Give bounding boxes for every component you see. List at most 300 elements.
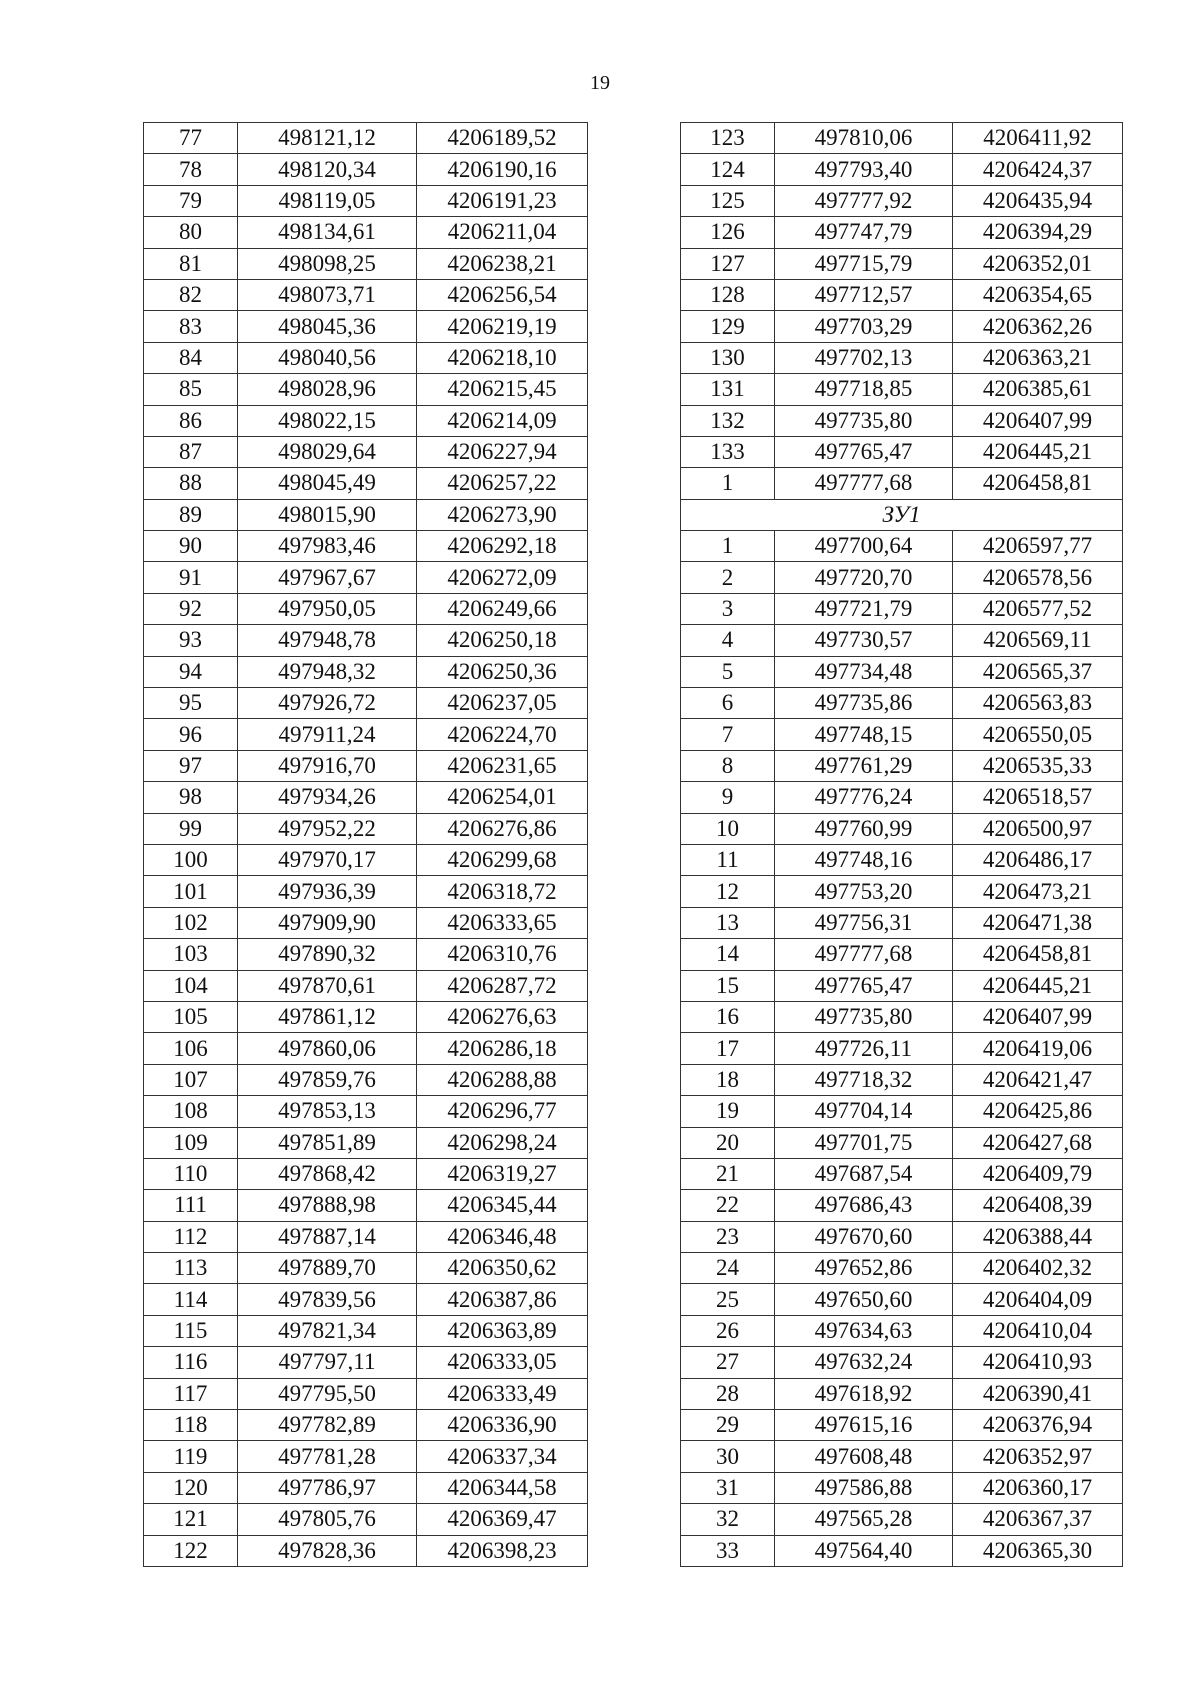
y-coordinate-cell: 4206249,66 <box>417 593 588 624</box>
point-number-cell: 101 <box>144 876 238 907</box>
y-coordinate-cell: 4206407,99 <box>953 1001 1123 1032</box>
table-row <box>144 405 588 436</box>
point-number-cell: 91 <box>144 562 238 593</box>
point-number-cell: 17 <box>681 1033 775 1064</box>
x-coordinate-cell: 498045,49 <box>238 468 417 499</box>
y-coordinate-cell: 4206318,72 <box>417 876 588 907</box>
y-coordinate-cell: 4206411,92 <box>953 123 1123 154</box>
y-coordinate-cell: 4206272,09 <box>417 562 588 593</box>
y-coordinate-cell: 4206319,27 <box>417 1158 588 1189</box>
x-coordinate-cell: 497652,86 <box>775 1253 953 1284</box>
y-coordinate-cell: 4206518,57 <box>953 782 1123 813</box>
point-number-cell: 119 <box>144 1441 238 1472</box>
y-coordinate-cell: 4206250,36 <box>417 656 588 687</box>
y-coordinate-cell: 4206425,86 <box>953 1096 1123 1127</box>
y-coordinate-cell: 4206597,77 <box>953 531 1123 562</box>
y-coordinate-cell: 4206214,09 <box>417 405 588 436</box>
y-coordinate-cell: 4206404,09 <box>953 1284 1123 1315</box>
x-coordinate-cell: 497765,47 <box>775 970 953 1001</box>
y-coordinate-cell: 4206473,21 <box>953 876 1123 907</box>
table-row <box>681 1190 1123 1221</box>
y-coordinate-cell: 4206363,21 <box>953 342 1123 373</box>
point-number-cell: 28 <box>681 1378 775 1409</box>
table-row <box>144 688 588 719</box>
point-number-cell: 1 <box>681 468 775 499</box>
point-number-cell: 11 <box>681 844 775 875</box>
x-coordinate-cell: 497586,88 <box>775 1472 953 1503</box>
point-number-cell: 126 <box>681 217 775 248</box>
point-number-cell: 18 <box>681 1064 775 1095</box>
table-row <box>144 813 588 844</box>
point-number-cell: 6 <box>681 688 775 719</box>
y-coordinate-cell: 4206369,47 <box>417 1504 588 1535</box>
x-coordinate-cell: 497916,70 <box>238 750 417 781</box>
x-coordinate-cell: 497948,32 <box>238 656 417 687</box>
point-number-cell: 96 <box>144 719 238 750</box>
table-row <box>681 1441 1123 1472</box>
point-number-cell: 103 <box>144 939 238 970</box>
x-coordinate-cell: 498028,96 <box>238 374 417 405</box>
y-coordinate-cell: 4206219,19 <box>417 311 588 342</box>
x-coordinate-cell: 497777,68 <box>775 939 953 970</box>
x-coordinate-cell: 498119,05 <box>238 185 417 216</box>
x-coordinate-cell: 497828,36 <box>238 1535 417 1566</box>
table-row <box>681 1253 1123 1284</box>
x-coordinate-cell: 497720,70 <box>775 562 953 593</box>
x-coordinate-cell: 497860,06 <box>238 1033 417 1064</box>
x-coordinate-cell: 497687,54 <box>775 1158 953 1189</box>
table-row <box>144 123 588 154</box>
section-title: ЗУ1 <box>681 499 1123 530</box>
x-coordinate-cell: 497726,11 <box>775 1033 953 1064</box>
x-coordinate-cell: 497861,12 <box>238 1001 417 1032</box>
table-row <box>144 1284 588 1315</box>
y-coordinate-cell: 4206333,65 <box>417 907 588 938</box>
x-coordinate-cell: 497735,80 <box>775 1001 953 1032</box>
x-coordinate-cell: 497859,76 <box>238 1064 417 1095</box>
point-number-cell: 78 <box>144 154 238 185</box>
table-row <box>144 531 588 562</box>
table-row <box>681 782 1123 813</box>
y-coordinate-cell: 4206363,89 <box>417 1315 588 1346</box>
y-coordinate-cell: 4206387,86 <box>417 1284 588 1315</box>
table-row <box>681 1472 1123 1503</box>
point-number-cell: 89 <box>144 499 238 530</box>
point-number-cell: 84 <box>144 342 238 373</box>
point-number-cell: 116 <box>144 1347 238 1378</box>
y-coordinate-cell: 4206419,06 <box>953 1033 1123 1064</box>
y-coordinate-cell: 4206250,18 <box>417 625 588 656</box>
table-row <box>144 468 588 499</box>
y-coordinate-cell: 4206287,72 <box>417 970 588 1001</box>
point-number-cell: 16 <box>681 1001 775 1032</box>
x-coordinate-cell: 497911,24 <box>238 719 417 750</box>
x-coordinate-cell: 497776,24 <box>775 782 953 813</box>
point-number-cell: 31 <box>681 1472 775 1503</box>
x-coordinate-cell: 497909,90 <box>238 907 417 938</box>
y-coordinate-cell: 4206273,90 <box>417 499 588 530</box>
point-number-cell: 112 <box>144 1221 238 1252</box>
y-coordinate-cell: 4206550,05 <box>953 719 1123 750</box>
y-coordinate-cell: 4206296,77 <box>417 1096 588 1127</box>
y-coordinate-cell: 4206257,22 <box>417 468 588 499</box>
point-number-cell: 110 <box>144 1158 238 1189</box>
x-coordinate-cell: 497970,17 <box>238 844 417 875</box>
table-row <box>681 1127 1123 1158</box>
x-coordinate-cell: 497715,79 <box>775 248 953 279</box>
x-coordinate-cell: 497786,97 <box>238 1472 417 1503</box>
x-coordinate-cell: 497934,26 <box>238 782 417 813</box>
point-number-cell: 23 <box>681 1221 775 1252</box>
point-number-cell: 97 <box>144 750 238 781</box>
table-row <box>144 1158 588 1189</box>
x-coordinate-cell: 497839,56 <box>238 1284 417 1315</box>
point-number-cell: 88 <box>144 468 238 499</box>
x-coordinate-cell: 497793,40 <box>775 154 953 185</box>
table-row <box>144 311 588 342</box>
table-row <box>681 813 1123 844</box>
point-number-cell: 106 <box>144 1033 238 1064</box>
table-row <box>144 217 588 248</box>
point-number-cell: 8 <box>681 750 775 781</box>
table-row <box>144 625 588 656</box>
x-coordinate-cell: 497756,31 <box>775 907 953 938</box>
x-coordinate-cell: 497686,43 <box>775 1190 953 1221</box>
x-coordinate-cell: 497851,89 <box>238 1127 417 1158</box>
table-row <box>144 154 588 185</box>
x-coordinate-cell: 497748,15 <box>775 719 953 750</box>
point-number-cell: 3 <box>681 593 775 624</box>
point-number-cell: 26 <box>681 1315 775 1346</box>
table-row <box>681 970 1123 1001</box>
table-row <box>681 311 1123 342</box>
table-row <box>144 185 588 216</box>
table-row <box>144 1253 588 1284</box>
point-number-cell: 121 <box>144 1504 238 1535</box>
point-number-cell: 2 <box>681 562 775 593</box>
y-coordinate-cell: 4206190,16 <box>417 154 588 185</box>
y-coordinate-cell: 4206298,24 <box>417 1127 588 1158</box>
section-header-row <box>681 499 1123 530</box>
y-coordinate-cell: 4206215,45 <box>417 374 588 405</box>
x-coordinate-cell: 497853,13 <box>238 1096 417 1127</box>
x-coordinate-cell: 497670,60 <box>775 1221 953 1252</box>
y-coordinate-cell: 4206577,52 <box>953 593 1123 624</box>
point-number-cell: 7 <box>681 719 775 750</box>
y-coordinate-cell: 4206563,83 <box>953 688 1123 719</box>
point-number-cell: 90 <box>144 531 238 562</box>
y-coordinate-cell: 4206292,18 <box>417 531 588 562</box>
point-number-cell: 131 <box>681 374 775 405</box>
point-number-cell: 1 <box>681 531 775 562</box>
point-number-cell: 94 <box>144 656 238 687</box>
table-row <box>681 844 1123 875</box>
y-coordinate-cell: 4206333,05 <box>417 1347 588 1378</box>
x-coordinate-cell: 497760,99 <box>775 813 953 844</box>
x-coordinate-cell: 497747,79 <box>775 217 953 248</box>
table-row <box>144 970 588 1001</box>
point-number-cell: 9 <box>681 782 775 813</box>
point-number-cell: 30 <box>681 1441 775 1472</box>
table-row <box>681 1064 1123 1095</box>
y-coordinate-cell: 4206286,18 <box>417 1033 588 1064</box>
point-number-cell: 24 <box>681 1253 775 1284</box>
table-row <box>144 1441 588 1472</box>
y-coordinate-cell: 4206385,61 <box>953 374 1123 405</box>
x-coordinate-cell: 497748,16 <box>775 844 953 875</box>
point-number-cell: 107 <box>144 1064 238 1095</box>
table-row <box>681 1158 1123 1189</box>
table-row <box>144 1221 588 1252</box>
x-coordinate-cell: 497608,48 <box>775 1441 953 1472</box>
table-row <box>144 719 588 750</box>
coordinates-table-right-body <box>681 123 1123 1567</box>
x-coordinate-cell: 497890,32 <box>238 939 417 970</box>
point-number-cell: 99 <box>144 813 238 844</box>
table-row <box>144 907 588 938</box>
table-row <box>144 1096 588 1127</box>
x-coordinate-cell: 497777,92 <box>775 185 953 216</box>
y-coordinate-cell: 4206427,68 <box>953 1127 1123 1158</box>
point-number-cell: 123 <box>681 123 775 154</box>
y-coordinate-cell: 4206365,30 <box>953 1535 1123 1566</box>
point-number-cell: 79 <box>144 185 238 216</box>
point-number-cell: 12 <box>681 876 775 907</box>
x-coordinate-cell: 497718,85 <box>775 374 953 405</box>
table-row <box>681 374 1123 405</box>
point-number-cell: 21 <box>681 1158 775 1189</box>
x-coordinate-cell: 498022,15 <box>238 405 417 436</box>
table-row <box>144 1064 588 1095</box>
table-row <box>681 531 1123 562</box>
y-coordinate-cell: 4206445,21 <box>953 970 1123 1001</box>
table-row <box>144 782 588 813</box>
point-number-cell: 22 <box>681 1190 775 1221</box>
y-coordinate-cell: 4206565,37 <box>953 656 1123 687</box>
y-coordinate-cell: 4206458,81 <box>953 468 1123 499</box>
table-row <box>144 248 588 279</box>
x-coordinate-cell: 497967,67 <box>238 562 417 593</box>
y-coordinate-cell: 4206345,44 <box>417 1190 588 1221</box>
table-row <box>144 1504 588 1535</box>
x-coordinate-cell: 497782,89 <box>238 1410 417 1441</box>
point-number-cell: 102 <box>144 907 238 938</box>
x-coordinate-cell: 497650,60 <box>775 1284 953 1315</box>
x-coordinate-cell: 498134,61 <box>238 217 417 248</box>
y-coordinate-cell: 4206344,58 <box>417 1472 588 1503</box>
y-coordinate-cell: 4206421,47 <box>953 1064 1123 1095</box>
y-coordinate-cell: 4206276,63 <box>417 1001 588 1032</box>
point-number-cell: 33 <box>681 1535 775 1566</box>
point-number-cell: 133 <box>681 436 775 467</box>
table-row <box>681 1378 1123 1409</box>
y-coordinate-cell: 4206367,37 <box>953 1504 1123 1535</box>
table-row <box>681 342 1123 373</box>
x-coordinate-cell: 497888,98 <box>238 1190 417 1221</box>
y-coordinate-cell: 4206388,44 <box>953 1221 1123 1252</box>
table-row <box>681 562 1123 593</box>
point-number-cell: 95 <box>144 688 238 719</box>
point-number-cell: 85 <box>144 374 238 405</box>
table-row <box>681 907 1123 938</box>
y-coordinate-cell: 4206288,88 <box>417 1064 588 1095</box>
y-coordinate-cell: 4206238,21 <box>417 248 588 279</box>
x-coordinate-cell: 498120,34 <box>238 154 417 185</box>
point-number-cell: 125 <box>681 185 775 216</box>
table-row <box>681 719 1123 750</box>
x-coordinate-cell: 497805,76 <box>238 1504 417 1535</box>
x-coordinate-cell: 497632,24 <box>775 1347 953 1378</box>
point-number-cell: 117 <box>144 1378 238 1409</box>
y-coordinate-cell: 4206360,17 <box>953 1472 1123 1503</box>
point-number-cell: 81 <box>144 248 238 279</box>
point-number-cell: 104 <box>144 970 238 1001</box>
y-coordinate-cell: 4206310,76 <box>417 939 588 970</box>
table-row <box>681 468 1123 499</box>
x-coordinate-cell: 498121,12 <box>238 123 417 154</box>
table-row <box>681 876 1123 907</box>
table-row <box>144 562 588 593</box>
point-number-cell: 127 <box>681 248 775 279</box>
x-coordinate-cell: 497868,42 <box>238 1158 417 1189</box>
x-coordinate-cell: 498015,90 <box>238 499 417 530</box>
table-row <box>144 1190 588 1221</box>
y-coordinate-cell: 4206390,41 <box>953 1378 1123 1409</box>
x-coordinate-cell: 497777,68 <box>775 468 953 499</box>
point-number-cell: 77 <box>144 123 238 154</box>
table-row <box>681 405 1123 436</box>
y-coordinate-cell: 4206237,05 <box>417 688 588 719</box>
y-coordinate-cell: 4206410,93 <box>953 1347 1123 1378</box>
point-number-cell: 109 <box>144 1127 238 1158</box>
y-coordinate-cell: 4206569,11 <box>953 625 1123 656</box>
y-coordinate-cell: 4206535,33 <box>953 750 1123 781</box>
table-row <box>681 939 1123 970</box>
x-coordinate-cell: 497887,14 <box>238 1221 417 1252</box>
point-number-cell: 92 <box>144 593 238 624</box>
table-row <box>681 1504 1123 1535</box>
x-coordinate-cell: 497718,32 <box>775 1064 953 1095</box>
y-coordinate-cell: 4206276,86 <box>417 813 588 844</box>
table-row <box>144 1535 588 1566</box>
y-coordinate-cell: 4206354,65 <box>953 279 1123 310</box>
page-number: 19 <box>590 72 610 94</box>
table-row <box>681 750 1123 781</box>
table-row <box>681 1221 1123 1252</box>
y-coordinate-cell: 4206211,04 <box>417 217 588 248</box>
y-coordinate-cell: 4206333,49 <box>417 1378 588 1409</box>
table-row <box>681 154 1123 185</box>
x-coordinate-cell: 497948,78 <box>238 625 417 656</box>
x-coordinate-cell: 498045,36 <box>238 311 417 342</box>
x-coordinate-cell: 497926,72 <box>238 688 417 719</box>
point-number-cell: 10 <box>681 813 775 844</box>
y-coordinate-cell: 4206191,23 <box>417 185 588 216</box>
point-number-cell: 82 <box>144 279 238 310</box>
point-number-cell: 108 <box>144 1096 238 1127</box>
y-coordinate-cell: 4206398,23 <box>417 1535 588 1566</box>
point-number-cell: 15 <box>681 970 775 1001</box>
table-row <box>144 436 588 467</box>
x-coordinate-cell: 497950,05 <box>238 593 417 624</box>
table-row <box>681 625 1123 656</box>
table-row <box>681 1535 1123 1566</box>
x-coordinate-cell: 497702,13 <box>775 342 953 373</box>
point-number-cell: 86 <box>144 405 238 436</box>
point-number-cell: 130 <box>681 342 775 373</box>
table-row <box>144 1001 588 1032</box>
x-coordinate-cell: 498040,56 <box>238 342 417 373</box>
y-coordinate-cell: 4206408,39 <box>953 1190 1123 1221</box>
x-coordinate-cell: 497797,11 <box>238 1347 417 1378</box>
table-row <box>681 248 1123 279</box>
y-coordinate-cell: 4206407,99 <box>953 405 1123 436</box>
table-row <box>681 436 1123 467</box>
y-coordinate-cell: 4206486,17 <box>953 844 1123 875</box>
x-coordinate-cell: 497753,20 <box>775 876 953 907</box>
point-number-cell: 32 <box>681 1504 775 1535</box>
x-coordinate-cell: 497765,47 <box>775 436 953 467</box>
table-row <box>144 750 588 781</box>
x-coordinate-cell: 497983,46 <box>238 531 417 562</box>
point-number-cell: 25 <box>681 1284 775 1315</box>
x-coordinate-cell: 497564,40 <box>775 1535 953 1566</box>
y-coordinate-cell: 4206445,21 <box>953 436 1123 467</box>
table-row <box>144 876 588 907</box>
point-number-cell: 113 <box>144 1253 238 1284</box>
table-row <box>144 844 588 875</box>
table-row <box>144 1410 588 1441</box>
x-coordinate-cell: 497704,14 <box>775 1096 953 1127</box>
point-number-cell: 132 <box>681 405 775 436</box>
point-number-cell: 122 <box>144 1535 238 1566</box>
x-coordinate-cell: 497703,29 <box>775 311 953 342</box>
table-row <box>681 1033 1123 1064</box>
x-coordinate-cell: 497936,39 <box>238 876 417 907</box>
table-row <box>681 123 1123 154</box>
point-number-cell: 4 <box>681 625 775 656</box>
point-number-cell: 5 <box>681 656 775 687</box>
point-number-cell: 100 <box>144 844 238 875</box>
x-coordinate-cell: 497870,61 <box>238 970 417 1001</box>
table-row <box>681 1001 1123 1032</box>
point-number-cell: 98 <box>144 782 238 813</box>
point-number-cell: 13 <box>681 907 775 938</box>
point-number-cell: 118 <box>144 1410 238 1441</box>
x-coordinate-cell: 497565,28 <box>775 1504 953 1535</box>
table-row <box>144 374 588 405</box>
x-coordinate-cell: 497952,22 <box>238 813 417 844</box>
x-coordinate-cell: 497701,75 <box>775 1127 953 1158</box>
y-coordinate-cell: 4206409,79 <box>953 1158 1123 1189</box>
point-number-cell: 27 <box>681 1347 775 1378</box>
table-row <box>144 342 588 373</box>
point-number-cell: 105 <box>144 1001 238 1032</box>
table-row <box>144 1127 588 1158</box>
x-coordinate-cell: 497735,86 <box>775 688 953 719</box>
table-row <box>144 656 588 687</box>
y-coordinate-cell: 4206256,54 <box>417 279 588 310</box>
table-row <box>681 1096 1123 1127</box>
table-row <box>144 1472 588 1503</box>
y-coordinate-cell: 4206254,01 <box>417 782 588 813</box>
point-number-cell: 29 <box>681 1410 775 1441</box>
y-coordinate-cell: 4206346,48 <box>417 1221 588 1252</box>
point-number-cell: 129 <box>681 311 775 342</box>
y-coordinate-cell: 4206231,65 <box>417 750 588 781</box>
y-coordinate-cell: 4206352,01 <box>953 248 1123 279</box>
point-number-cell: 19 <box>681 1096 775 1127</box>
